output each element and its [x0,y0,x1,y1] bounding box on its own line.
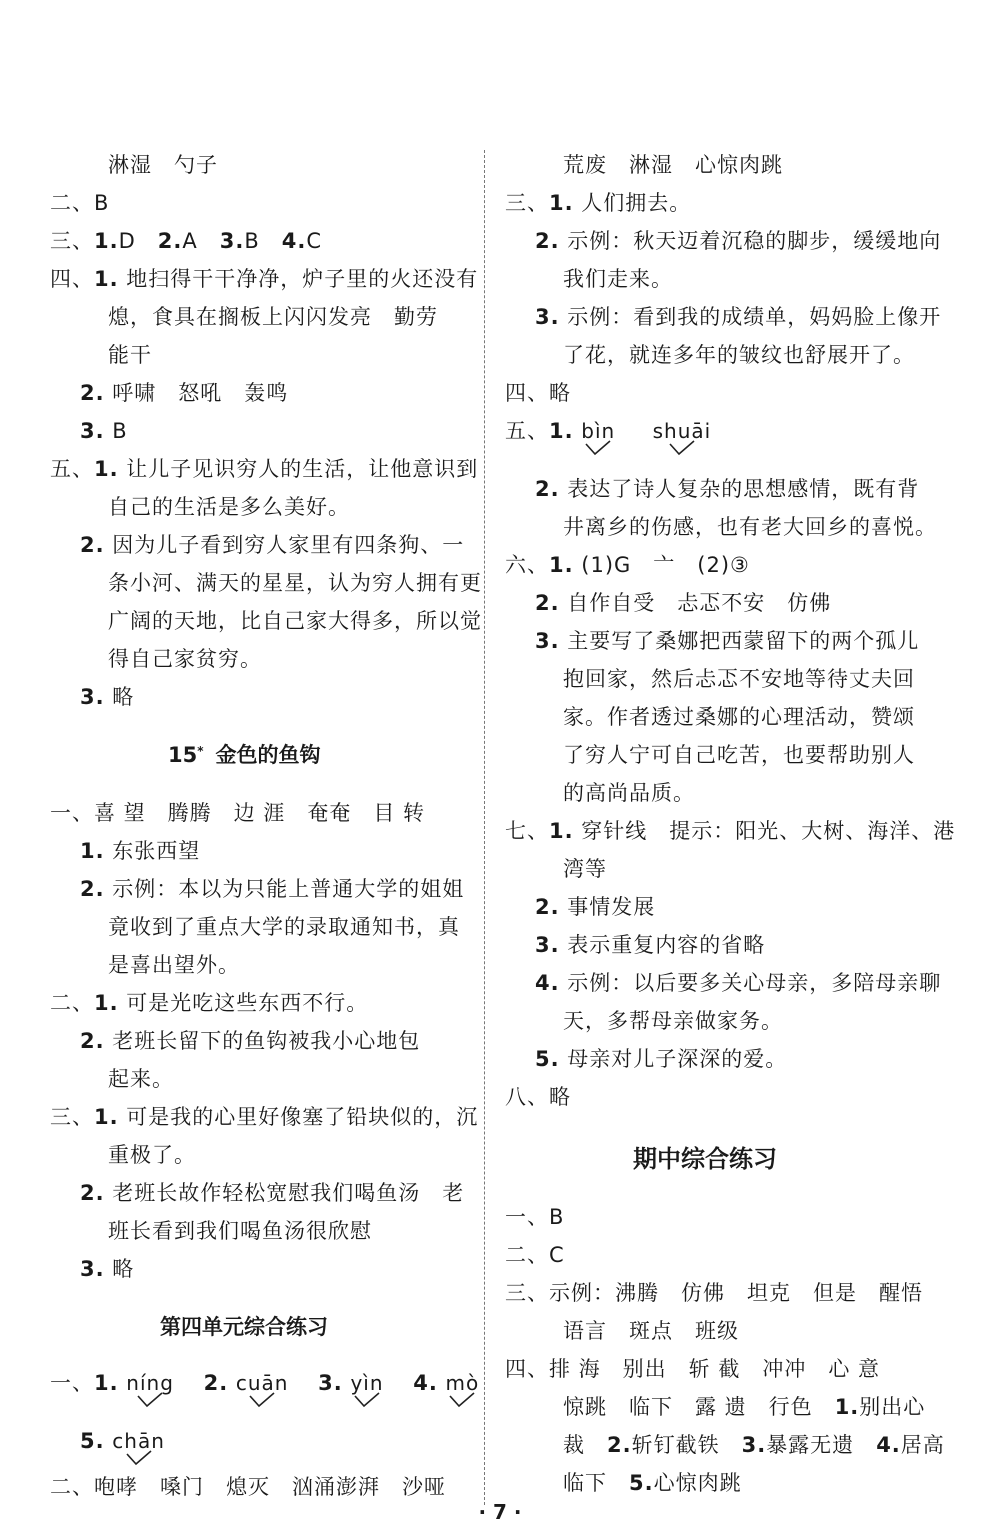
pinyin-item: shuāi [653,416,712,446]
answer-line: 得自己家贫穷。 [108,647,262,671]
answer-line: 井离乡的伤感，也有老大回乡的喜悦。 [563,515,937,539]
answer-line: 2. 表达了诗人复杂的思想感情，既有背 [535,477,920,501]
answer-line: 班长看到我们喝鱼汤很欣慰 [108,1219,372,1243]
answer-line: 四、1. 地扫得干干净净，炉子里的火还没有 [50,267,479,291]
answer-line: 惊跳 临下 露 遗 行色 1.别出心 [563,1395,926,1419]
answer-line: 2. 自作自受 忐忑不安 仿佛 [535,591,832,615]
answer-line: 二、咆哮 嗓门 熄灭 汹涌澎湃 沙哑 [50,1475,446,1499]
answer-line: 淋湿 勺子 [108,153,218,177]
checkmark-icon [584,440,612,456]
checkmark-icon [125,1450,153,1466]
answer-line: 条小河、满天的星星，认为穷人拥有更 [108,571,482,595]
column-divider [484,150,486,1505]
answer-line: 2. 示例：本以为只能上普通大学的姐姐 [80,877,465,901]
answer-line: 3. 略 [80,1257,135,1281]
checkmark-icon [136,1392,164,1408]
lesson-title: 15* 金色的鱼钩 [168,743,321,767]
answer-line: 自己的生活是多么美好。 [108,495,350,519]
answer-line: 重极了。 [108,1143,196,1167]
answer-line: 语言 斑点 班级 [563,1319,739,1343]
answer-line: 三、1.D 2.A 3.B 4.C [50,229,323,253]
answer-line: 了穷人宁可自己吃苦，也要帮助别人 [563,743,915,767]
answer-line: 一、B [505,1205,565,1229]
pinyin-line: 5. chān [80,1426,165,1456]
answer-line: 2. 呼啸 怒吼 轰鸣 [80,381,289,405]
answer-line: 二、1. 可是光吃这些东西不行。 [50,991,369,1015]
checkmark-icon [668,440,696,456]
answer-line: 能干 [108,343,152,367]
answer-line: 3. 表示重复内容的省略 [535,933,766,957]
answer-line: 七、1. 穿针线 提示：阳光、大树、海洋、港 [505,819,956,843]
pinyin-item: bìn [581,416,615,446]
answer-line: 了花，就连多年的皱纹也舒展开了。 [563,343,915,367]
pinyin-line: 五、1. bìn shuāi [505,416,711,446]
answer-line: 起来。 [108,1067,174,1091]
answer-line: 我们走来。 [563,267,673,291]
answer-line: 是喜出望外。 [108,953,240,977]
answer-line: 抱回家，然后忐忑不安地等待丈夫回 [563,667,915,691]
answer-line: 临下 5.心惊肉跳 [563,1471,742,1495]
answer-line: 二、C [505,1243,565,1267]
answer-line: 5. 母亲对儿子深深的爱。 [535,1047,788,1071]
pinyin-item: chān [112,1426,165,1456]
exam-title: 期中综合练习 [633,1145,777,1173]
answer-line: 四、略 [505,381,571,405]
pinyin-line: 一、1. níng 2. cuān 3. yìn 4. mò [50,1368,479,1398]
answer-line: 三、1. 可是我的心里好像塞了铅块似的，沉 [50,1105,479,1129]
answer-line: 湾等 [563,857,607,881]
answer-line: 荒废 淋湿 心惊肉跳 [563,153,783,177]
answer-line: 3. 示例：看到我的成绩单，妈妈脸上像开 [535,305,942,329]
answer-line: 广阔的天地，比自己家大得多，所以觉 [108,609,482,633]
pinyin-item: mò [445,1368,479,1398]
answer-line: 1. 东张西望 [80,839,201,863]
answer-line: 3. 主要写了桑娜把西蒙留下的两个孤儿 [535,629,920,653]
pinyin-item: níng [126,1368,174,1398]
answer-line: 2. 因为儿子看到穷人家里有四条狗、一 [80,533,465,557]
answer-line: 4. 示例：以后要多关心母亲，多陪母亲聊 [535,971,942,995]
answer-line: 天，多帮母亲做家务。 [563,1009,783,1033]
answer-line: 2. 老班长留下的鱼钩被我小心地包 [80,1029,421,1053]
answer-line: 2. 老班长故作轻松宽慰我们喝鱼汤 老 [80,1181,465,1205]
page-number: · 7 · [478,1500,522,1524]
unit-title: 第四单元综合练习 [160,1315,328,1339]
answer-line: 八、略 [505,1085,571,1109]
checkmark-icon [448,1392,476,1408]
answer-line: 2. 事情发展 [535,895,656,919]
answer-line: 三、1. 人们拥去。 [505,191,692,215]
answer-line: 二、B [50,191,110,215]
answer-line: 的高尚品质。 [563,781,695,805]
checkmark-icon [248,1392,276,1408]
answer-line: 3. B [80,419,128,443]
answer-line: 熄，食具在搁板上闪闪发亮 勤劳 [108,305,438,329]
answer-line: 裁 2.斩钉截铁 3.暴露无遗 4.居高 [563,1433,945,1457]
pinyin-item: yìn [350,1368,383,1398]
checkmark-icon [353,1392,381,1408]
answer-line: 五、1. 让儿子见识穷人的生活，让他意识到 [50,457,479,481]
answer-line: 三、示例：沸腾 仿佛 坦克 但是 醒悟 [505,1281,923,1305]
answer-line: 一、喜 望 腾腾 边 涯 奄奄 目 转 [50,801,426,825]
answer-line: 六、1. (1)G 亠 (2)③ [505,553,750,577]
answer-line: 2. 示例：秋天迈着沉稳的脚步，缓缓地向 [535,229,942,253]
answer-line: 家。作者透过桑娜的心理活动，赞颂 [563,705,915,729]
pinyin-item: cuān [236,1368,289,1398]
answer-line: 3. 略 [80,685,135,709]
answer-line: 四、排 海 别出 斩 截 冲冲 心 意 [505,1357,881,1381]
answer-line: 竟收到了重点大学的录取通知书，真 [108,915,460,939]
